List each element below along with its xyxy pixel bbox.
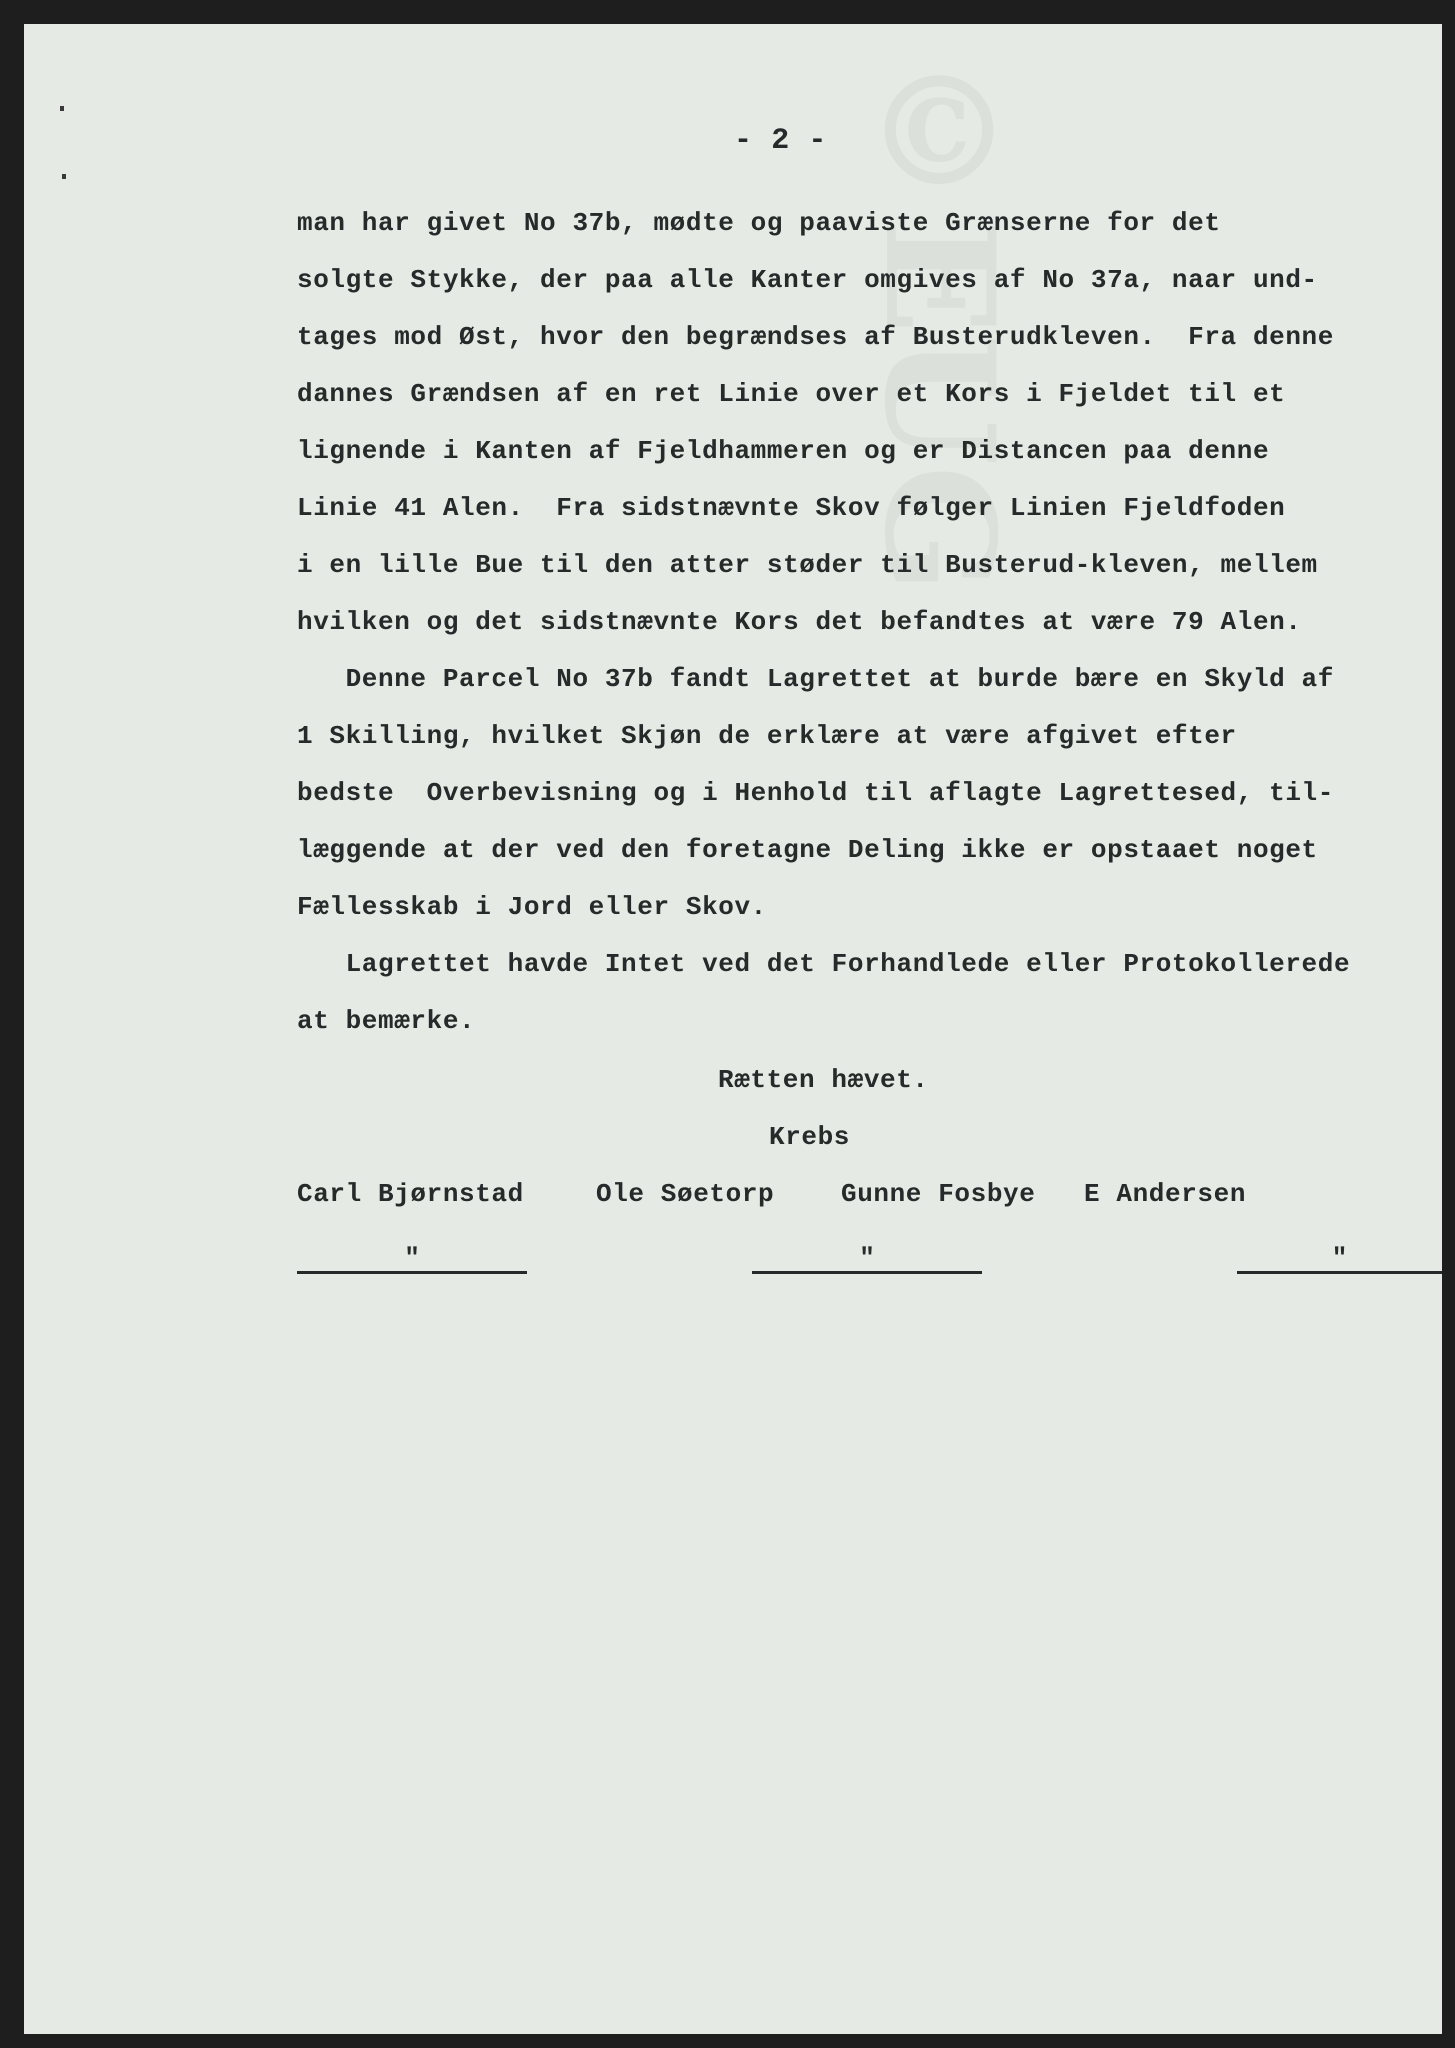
text-line: Lagrettet havde Intet ved det Forhandlede eller Protokollerede: [297, 949, 1351, 979]
document-page: [24, 24, 1442, 2034]
text-line: læggende at der ved den foretagne Deling ikke er opstaaet noget: [297, 835, 1318, 865]
text-line: Denne Parcel No 37b fandt Lagrettet at burde bære en Skyld af: [297, 664, 1334, 694]
text-line: 1 Skilling, hvilket Skjøn de erklære at være afgivet efter: [297, 721, 1237, 751]
text-line: at bemærke.: [297, 1006, 476, 1036]
text-line: bedste Overbevisning og i Henhold til aflagte Lagrettesed, til-: [297, 778, 1334, 808]
ditto-signature-line: ": [752, 1245, 982, 1274]
signature-name: Ole Søetorp: [596, 1179, 775, 1209]
court-adjourned: Rætten hævet.: [718, 1065, 929, 1095]
text-line: i en lille Bue til den atter støder til Busterud-kleven, mellem: [297, 550, 1318, 580]
faint-stamp-watermark: ©EUG: [851, 44, 1027, 594]
text-line: man har givet No 37b, mødte og paaviste Grænserne for det: [297, 208, 1221, 238]
text-line: Linie 41 Alen. Fra sidstnævnte Skov følger Linien Fjeldfoden: [297, 493, 1286, 523]
text-line: tages mod Øst, hvor den begrændses af Busterudkleven. Fra denne: [297, 322, 1334, 352]
text-line: Fællesskab i Jord eller Skov.: [297, 892, 767, 922]
margin-speck: [60, 106, 64, 111]
signature-name: Gunne Fosbye: [841, 1179, 1036, 1209]
margin-speck: [62, 174, 66, 179]
ditto-signature-line: ": [1237, 1245, 1442, 1274]
ditto-signature-line: ": [297, 1245, 527, 1274]
text-line: solgte Stykke, der paa alle Kanter omgives af No 37a, naar und-: [297, 265, 1318, 295]
text-line: hvilken og det sidstnævnte Kors det befandtes at være 79 Alen.: [297, 607, 1302, 637]
text-line: lignende i Kanten af Fjeldhammeren og er Distancen paa denne: [297, 436, 1270, 466]
text-line: dannes Grændsen af en ret Linie over et Kors i Fjeldet til et: [297, 379, 1286, 409]
page-number: - 2 -: [734, 124, 828, 158]
signature-name: Carl Bjørnstad: [297, 1179, 524, 1209]
signature-name: E Andersen: [1084, 1179, 1247, 1209]
judge-name: Krebs: [769, 1122, 851, 1152]
